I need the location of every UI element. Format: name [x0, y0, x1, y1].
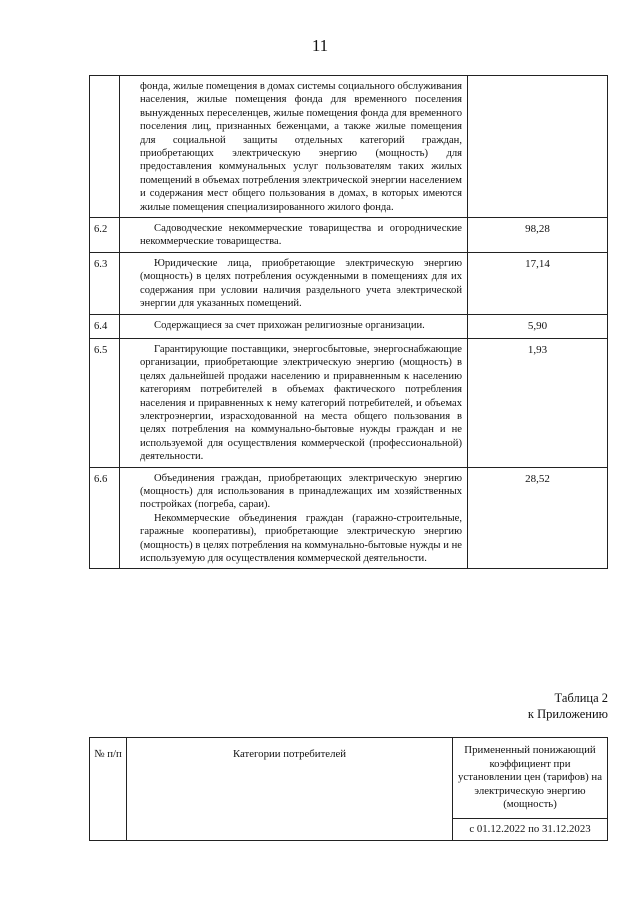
table-row — [90, 467, 608, 569]
table-2-caption — [528, 690, 608, 722]
row-number: 6.3 — [90, 252, 120, 314]
row-category-text — [120, 314, 468, 338]
row-coefficient-value: 5,90 — [468, 314, 608, 338]
header-coefficient: Примененный понижающий коэффициент при установлении цен (тарифов) на электрическую энергию (мощность) — [453, 738, 608, 819]
category-paragraph: фонда, жилые помещения в домах системы социального обслуживания населения, жилые помещения фонда для временного поселения вынужденных переселенцев, жилые помещения фонда для временного поселения лиц, признанных беженцами, а также жилые помещения для социальной защиты отдельных категорий граждан, приобретающих электрическую энергию (мощность) для предоставления коммунальных услуг пользователям таких жилых помещений в объемах потребления электрической энергии населением и содержания мест общего пользования в домах, в которых имеются жилые помещения специализированного жилого фонда. — [140, 81, 462, 213]
row-number: 6.5 — [90, 338, 120, 467]
category-paragraph: Гарантирующие поставщики, энергосбытовые, энергоснабжающие организации, приобретающие электрическую энергию (мощность) в целях дальнейшей продажи населению и приравненным к населению категориям потребителей в объемах фактического потребления населения и приравненных к нему категорий потребителей, и объемах электроэнергии, израсходованной на места общего пользования в целях потребления на коммунально-бытовые нужды граждан и не используемой для осуществления коммерческой (профессиональной) деятельности. — [140, 343, 462, 463]
row-category-text — [120, 467, 468, 569]
category-paragraph: Содержащиеся за счет прихожан религиозные организации. — [154, 319, 425, 331]
header-category: Категории потребителей — [127, 738, 453, 841]
header-number: № п/п — [90, 738, 127, 841]
coefficients-table-2 — [89, 737, 608, 841]
row-coefficient-value — [468, 76, 608, 218]
row-coefficient-value: 1,93 — [468, 338, 608, 467]
category-paragraph: Некоммерческие объединения граждан (гаражно-строительные, гаражные кооперативы), приобретающие электрическую энергию (мощность) в целях потребления на коммунально-бытовые нужды и не используемую для осуществления коммерческой деятельности. — [140, 512, 462, 564]
category-paragraph: Юридические лица, приобретающие электрическую энергию (мощность) в целях потребления осужденными в помещениях для их содержания при условии наличия раздельного учета электрической энергии для указанных помещений. — [140, 257, 462, 310]
row-number — [90, 76, 120, 218]
row-coefficient-value: 17,14 — [468, 252, 608, 314]
row-coefficient-value: 28,52 — [468, 467, 608, 569]
category-paragraph: Садоводческие некоммерческие товарищества и огороднические некоммерческие товарищества. — [140, 223, 462, 248]
table-header-row — [90, 738, 608, 819]
row-category-text — [120, 338, 468, 467]
table-2-title: Таблица 2 — [554, 691, 608, 705]
table-row — [90, 76, 608, 218]
table-row — [90, 252, 608, 314]
row-category-text — [120, 252, 468, 314]
row-category-text — [120, 76, 468, 218]
row-number: 6.6 — [90, 467, 120, 569]
row-category-text — [120, 218, 468, 253]
table-row — [90, 338, 608, 467]
header-period: с 01.12.2022 по 31.12.2023 — [453, 818, 608, 841]
category-paragraph: Объединения граждан, приобретающих электрическую энергию (мощность) для использования в принадлежащих им хозяйственных постройках (погреба, сараи). — [140, 472, 462, 511]
table-row — [90, 218, 608, 253]
table-2-appendix-ref: к Приложению — [527, 707, 608, 721]
page-number: 11 — [311, 36, 329, 55]
row-coefficient-value: 98,28 — [468, 218, 608, 253]
row-number: 6.2 — [90, 218, 120, 253]
table-row — [90, 314, 608, 338]
row-number: 6.4 — [90, 314, 120, 338]
coefficients-table-1 — [89, 75, 608, 569]
